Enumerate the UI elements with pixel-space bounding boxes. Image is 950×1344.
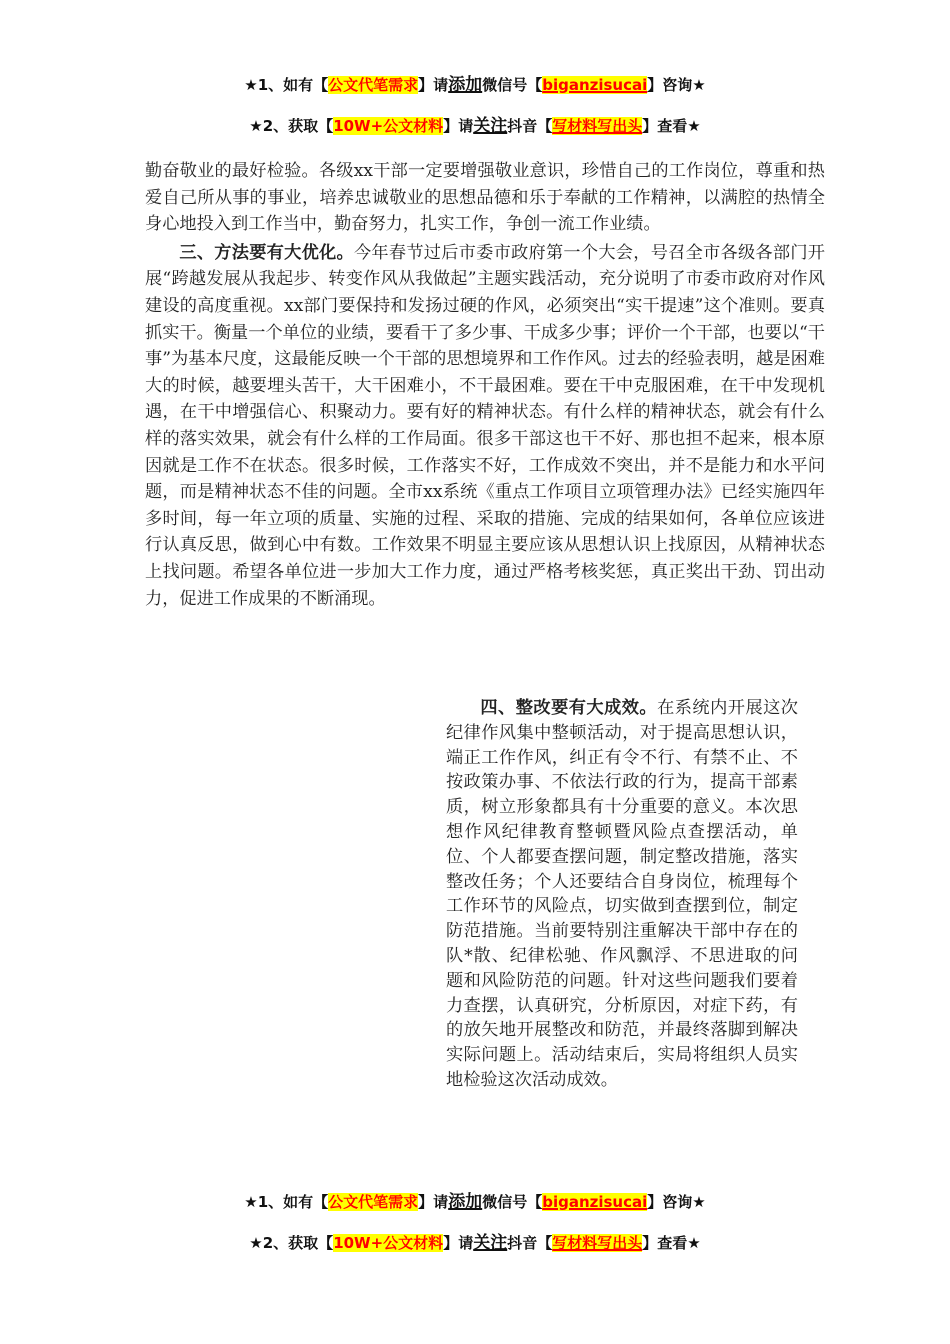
- highlight-douyin-account[interactable]: 写材料写出头: [552, 1234, 643, 1252]
- section-body: 在系统内开展这次纪律作风集中整顿活动，对于提高思想认识，端正工作作风，纠正有令不行、有禁不止、不按政策办事、不依法行政的行为，提高干部素质，树立形象都具有十分重要的意义。本次思想作风纪律教育整顿暨风险点查摆活动，单位、个人都要查摆问题，制定整改措施，落实整改任务；个人还要结合自身岗位，梳理每个工作环节的风险点，切实做到查摆到位，制定防范措施。当前要特别注重解决干部中存在的队*散、纪律松驰、作风飘浮、不思进取的问题和风险防范的问题。针对这些问题我们要着力查摆，认真研究，分析原因，对症下药，有的放矢地开展整改和防范，并最终落脚到解决实际问题上。活动结束后，实局将组织人员实地检验这次活动成效。: [446, 698, 798, 1090]
- banner-text: 】咨询★: [647, 76, 706, 94]
- banner-emphasis: 添加: [448, 75, 483, 95]
- document-body: [145, 158, 825, 612]
- promo-banner-douyin: [0, 111, 950, 136]
- promo-banner-douyin-bottom: [0, 1228, 950, 1253]
- highlight-service: 公文代笔需求: [328, 1193, 419, 1211]
- banner-text: 】请: [418, 1193, 449, 1211]
- highlight-douyin-account[interactable]: 写材料写出头: [552, 117, 643, 135]
- banner-text: 】查看★: [642, 117, 701, 135]
- highlight-service: 公文代笔需求: [328, 76, 419, 94]
- highlight-wechat-id[interactable]: biganzisucai: [542, 1193, 648, 1211]
- banner-text: 抖音【: [507, 117, 553, 135]
- section-body: 今年春节过后市委市政府第一个大会，号召全市各级各部门开展“跨越发展从我起步、转变作风从我做起”主题实践活动，充分说明了市委市政府对作风建设的高度重视。xx部门要保持和发扬过硬的作风，必须突出“实干提速”这个准则。要真抓实干。衡量一个单位的业绩，要看干了多少事、干成多少事；评价一个干部，也要以“干事”为基本尺度，这最能反映一个干部的思想境界和工作作风。过去的经验表明，越是困难大的时候，越要埋头苦干，大干困难小，不干最困难。要在干中克服困难，在干中发现机遇，在干中增强信心、积聚动力。要有好的精神状态。有什么样的精神状态，就会有什么样的落实效果，就会有什么样的工作局面。很多干部这也干不好、那也担不起来，根本原因就是工作不在状态。很多时候，工作落实不好，工作成效不突出，并不是能力和水平问题，而是精神状态不佳的问题。全市xx系统《重点工作项目立项管理办法》已经实施四年多时间，每一年立项的质量、实施的过程、采取的措施、完成的结果如何，各单位应该进行认真反思，做到心中有数。工作效果不明显主要应该从思想认识上找原因，从精神状态上找问题。希望各单位进一步加大工作力度，通过严格考核奖惩，真正奖出干劲、罚出动力，促进工作成果的不断涌现。: [145, 242, 825, 609]
- banner-emphasis: 添加: [448, 1192, 483, 1212]
- banner-text: ★2、获取【: [249, 117, 334, 135]
- banner-emphasis: 关注: [473, 116, 508, 136]
- highlight-wechat-id[interactable]: biganzisucai: [542, 76, 648, 94]
- promo-banner-wechat-bottom: [0, 1187, 950, 1212]
- banner-text: 】查看★: [642, 1234, 701, 1252]
- highlight-materials: 10W+公文材料: [333, 1234, 444, 1252]
- banner-text: 】请: [443, 1234, 474, 1252]
- banner-text: 抖音【: [507, 1234, 553, 1252]
- banner-text: 】请: [418, 76, 449, 94]
- banner-text: ★1、如有【: [244, 1193, 329, 1211]
- banner-text: ★1、如有【: [244, 76, 329, 94]
- banner-text: 微信号【: [482, 76, 543, 94]
- section-three: [145, 240, 825, 612]
- section-heading: 三、方法要有大优化。: [179, 242, 354, 263]
- paragraph-continuation: 勤奋敬业的最好检验。各级xx干部一定要增强敬业意识，珍惜自己的工作岗位，尊重和热爱自己所从事的事业，培养忠诚敬业的思想品德和乐于奉献的工作精神，以满腔的热情全身心地投入到工作当中，勤奋努力，扎实工作，争创一流工作业绩。: [145, 161, 825, 235]
- banner-text: 】咨询★: [647, 1193, 706, 1211]
- banner-text: 微信号【: [482, 1193, 543, 1211]
- section-four: [446, 696, 798, 1093]
- highlight-materials: 10W+公文材料: [333, 117, 444, 135]
- promo-banner-wechat: [0, 70, 950, 95]
- banner-text: ★2、获取【: [249, 1234, 334, 1252]
- section-four-paragraph: [446, 696, 798, 1093]
- banner-text: 】请: [443, 117, 474, 135]
- section-heading: 四、整改要有大成效。: [480, 698, 658, 718]
- banner-emphasis: 关注: [473, 1233, 508, 1253]
